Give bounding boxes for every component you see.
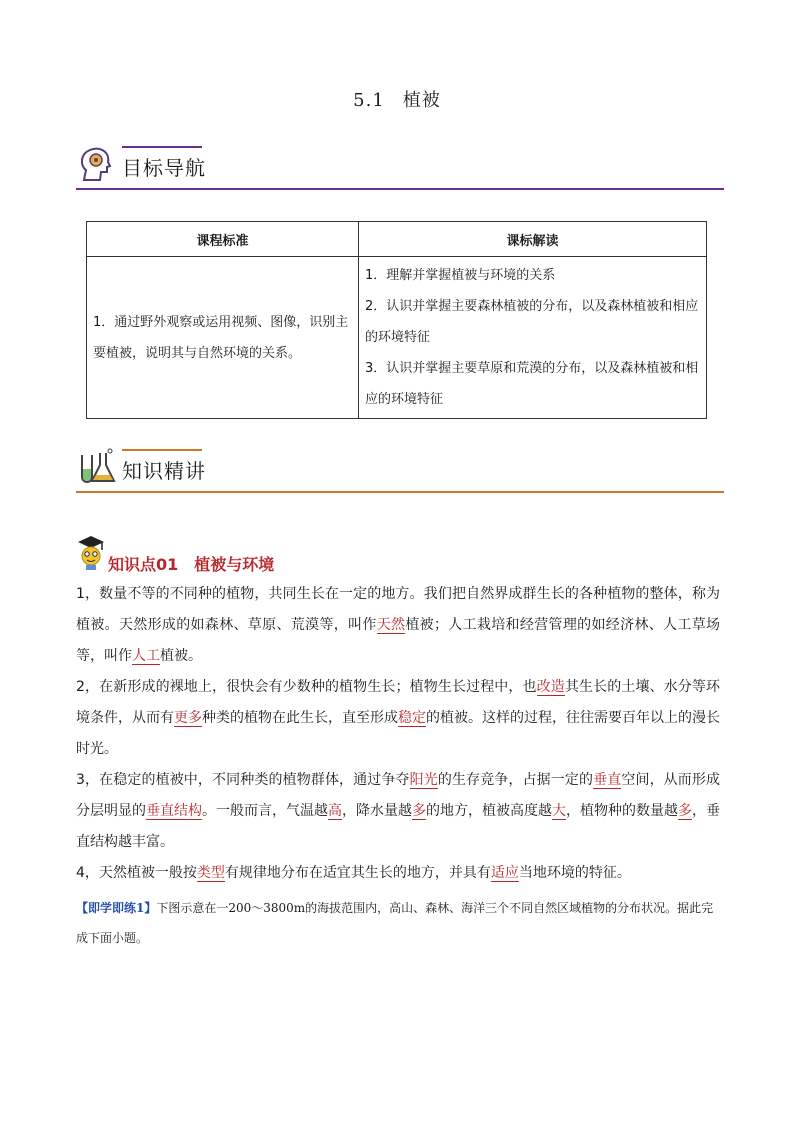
answer-blank: 多: [678, 803, 692, 819]
header-underline: [76, 188, 724, 190]
answer-blank: 大: [552, 803, 566, 819]
paragraph: 4，天然植被一般按类型有规律地分布在适宜其生长的地方，并具有适应当地环境的特征。: [76, 865, 631, 881]
answer-blank: 类型: [196, 865, 225, 881]
answer-blank: 稳定: [398, 710, 426, 726]
table-row: [87, 257, 707, 419]
header-underline: [76, 491, 724, 493]
section-header-knowledge: [76, 447, 724, 493]
flask-icon: [76, 447, 116, 487]
header-accent-line: [122, 449, 202, 451]
exercise-text: 下图示意在一200～3800m的海拔范围内，高山、森林、海洋三个不同自然区域植物的分布状况。据此完成下面小题。: [76, 901, 714, 945]
head-gear-icon: [76, 144, 116, 184]
table-header: 课标解读: [359, 222, 707, 257]
interpretation-cell: [359, 257, 707, 419]
section-title: 知识精讲: [122, 459, 206, 483]
knowledge-point-number: 知识点01: [108, 555, 179, 574]
paragraph: 1，数量不等的不同种的植物，共同生长在一定的地方。我们把自然界成群生长的各种植物的整体，称为植被。天然形成的如森林、草原、荒漠等，叫作天然植被；人工栽培和经营管理的如经济林、人工草场等，叫作人工植被。: [76, 586, 721, 664]
curriculum-table: [86, 221, 707, 419]
answer-blank: 适应: [490, 865, 519, 881]
graduate-icon: [76, 534, 106, 572]
interpretation-item: 3．认识并掌握主要草原和荒漠的分布，以及森林植被和相应的环境特征: [365, 361, 699, 407]
table-header-row: [87, 222, 707, 257]
interpretation-item: 2．认识并掌握主要森林植被的分布，以及森林植被和相应的环境特征: [365, 299, 699, 345]
table-header: 课程标准: [87, 222, 359, 257]
answer-blank: 改造: [536, 679, 565, 695]
exercise-tag: 【即学即练1】: [76, 901, 157, 915]
page-title: 5.1 植被: [353, 90, 441, 111]
answer-blank: 高: [328, 803, 342, 819]
answer-blank: 多: [412, 803, 426, 819]
paragraph: 3，在稳定的植被中，不同种类的植物群体，通过争夺阳光的生存竞争，占据一定的垂直空间，从而形成分层明显的垂直结构。一般而言，气温越高，降水量越多的地方，植被高度越大，植物种的数量越多，垂直结构越丰富。: [76, 772, 721, 850]
answer-blank: 垂直: [593, 772, 622, 788]
section-header-nav: [76, 144, 724, 190]
header-accent-line: [122, 146, 202, 148]
answer-blank: 垂直结构: [146, 803, 202, 819]
answer-blank: 更多: [174, 710, 202, 726]
curriculum-standard-cell: 1．通过野外观察或运用视频、图像，识别主要植被，说明其与自然环境的关系。: [87, 257, 359, 419]
section-title: 目标导航: [122, 156, 206, 180]
knowledge-point-title: 植被与环境: [194, 555, 275, 574]
interpretation-item: 1．理解并掌握植被与环境的关系: [365, 268, 556, 283]
practice-exercise: [76, 893, 720, 953]
answer-blank: 阳光: [409, 772, 438, 788]
answer-blank: 天然: [376, 617, 406, 633]
answer-blank: 人工: [132, 648, 160, 664]
paragraph: 2，在新形成的裸地上，很快会有少数种的植物生长；植物生长过程中，也改造其生长的土壤、水分等环境条件，从而有更多种类的植物在此生长，直至形成稳定的植被。这样的过程，往往需要百年以上的漫长时光。: [76, 679, 721, 757]
knowledge-point-label: [108, 552, 274, 575]
knowledge-point-header: [76, 534, 476, 574]
knowledge-content: [76, 579, 720, 889]
